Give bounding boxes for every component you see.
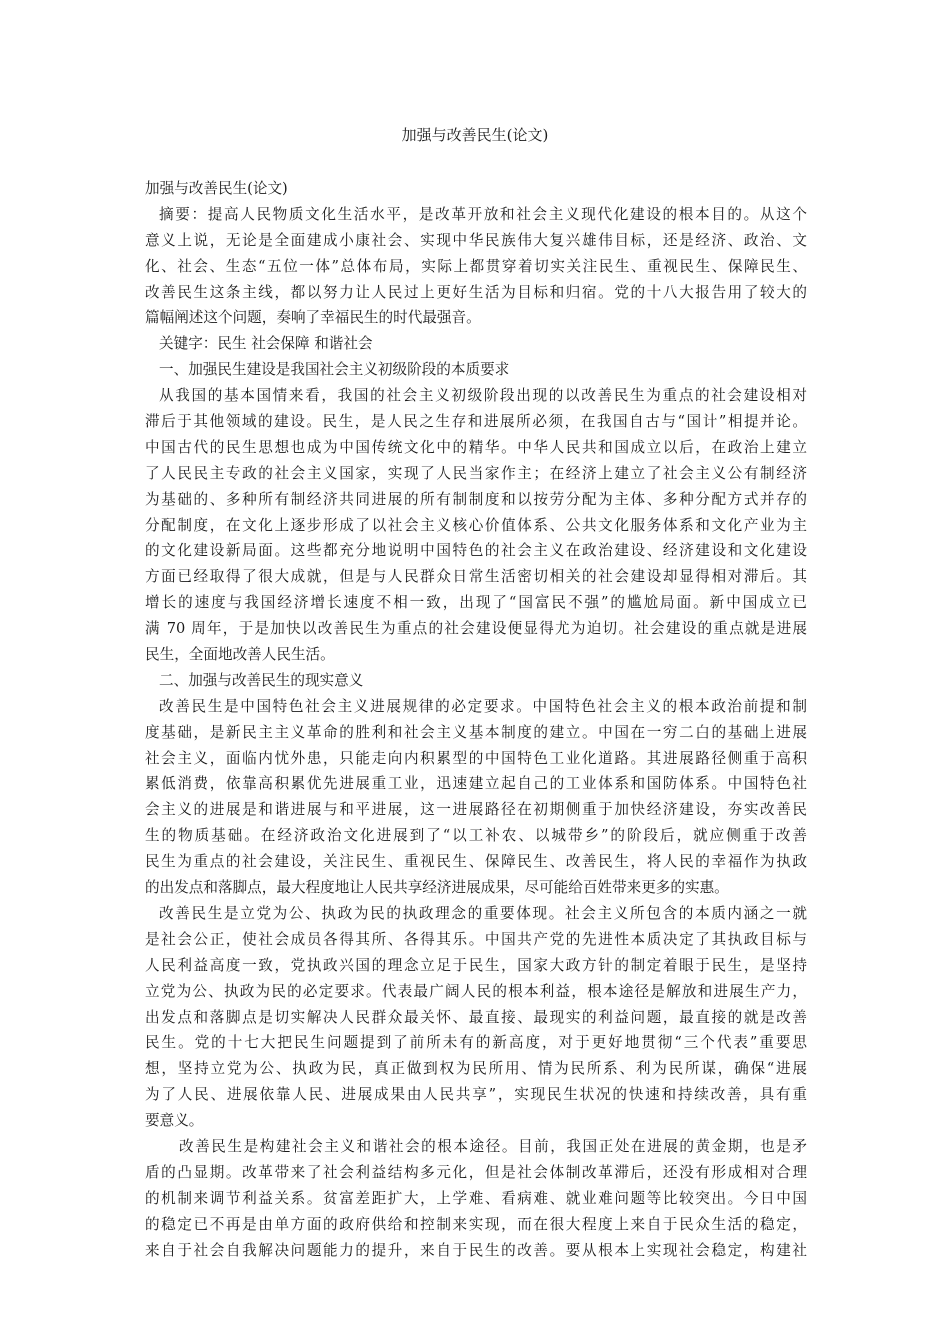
paragraph-line: 满 70 周年，于是加快以改善民生为重点的社会建设便显得尤为迫切。社会建设的重点就是进展 xyxy=(145,620,807,638)
doc-heading: 加强与改善民生(论文) xyxy=(145,180,288,197)
paragraph-line: 分配制度，在文化上逐步形成了以社会主义核心价值体系、公共文化服务体系和文化产业为主 xyxy=(145,516,807,534)
paragraph-line: 会主义的进展是和谐进展与和平进展，这一进展路径在初期侧重于加快经济建设，夯实改善民 xyxy=(145,801,807,819)
paragraph-line: 为基础的、多种所有制经济共同进展的所有制制度和以按劳分配为主体、多种分配方式并存的 xyxy=(145,490,807,508)
paragraph-line: 的稳定已不再是由单方面的政府供给和控制来实现，而在很大程度上来自于民众生活的稳定， xyxy=(145,1215,807,1233)
paragraph-line: 为了人民、进展依靠人民、进展成果由人民共享”，实现民生状况的快速和持续改善，具有重 xyxy=(145,1086,807,1104)
paragraph-line: 度基础，是新民主主义革命的胜利和社会主义基本制度的建立。中国在一穷二白的基础上进展 xyxy=(145,723,807,741)
paragraph-line: 来自于社会自我解决问题能力的提升，来自于民生的改善。要从根本上实现社会稳定，构建社 xyxy=(145,1241,807,1259)
section-heading: 一、加强民生建设是我国社会主义初级阶段的本质要求 xyxy=(159,361,510,379)
paragraph-line: 增长的速度与我国经济增长速度不相一致，出现了“国富民不强”的尴尬局面。新中国成立已 xyxy=(145,594,807,612)
paragraph-line: 是社会公正，使社会成员各得其所、各得其乐。中国共产党的先进性本质决定了其执政目标与 xyxy=(145,930,807,948)
paragraph-line: 想，坚持立党为公、执政为民，真正做到权为民所用、情为民所系、利为民所谋，确保“进展 xyxy=(145,1060,807,1078)
paragraph-line: 的文化建设新局面。这些都充分地说明中国特色的社会主义在政治建设、经济建设和文化建设 xyxy=(145,542,807,560)
abstract-line: 改善民生这条主线，都以努力让人民过上更好生活为目标和归宿。党的十八大报告用了较大的 xyxy=(145,283,807,301)
abstract-line: 意义上说，无论是全面建成小康社会、实现中华民族伟大复兴雄伟目标，还是经济、政治、文 xyxy=(145,231,807,249)
keywords-line: 关键字：民生 社会保障 和谐社会 xyxy=(159,335,373,353)
paragraph-line: 立党为公、执政为民的必定要求。代表最广阔人民的根本利益，根本途径是解放和进展生产力， xyxy=(145,982,807,1000)
paragraph-line: 方面已经取得了很大成就，但是与人民群众日常生活密切相关的社会建设却显得相对滞后。其 xyxy=(145,568,807,586)
paragraph-line: 社会主义，面临内忧外患，只能走向内积累型的中国特色工业化道路。其进展路径侧重于高积 xyxy=(145,749,807,767)
abstract-line: 篇幅阐述这个问题，奏响了幸福民生的时代最强音。 xyxy=(145,309,481,327)
paragraph-line: 民生为重点的社会建设，关注民生、重视民生、保障民生、改善民生，将人民的幸福作为执政 xyxy=(145,853,807,871)
paragraph-line: 盾的凸显期。改革带来了社会利益结构多元化，但是社会体制改革滞后，还没有形成相对合理 xyxy=(145,1163,807,1181)
paragraph-line: 生的物质基础。在经济政治文化进展到了“以工补农、以城带乡”的阶段后，就应侧重于改善 xyxy=(145,827,807,845)
abstract-line: 摘要：提高人民物质文化生活水平，是改革开放和社会主义现代化建设的根本目的。从这个 xyxy=(159,205,807,223)
paragraph-line: 改善民生是中国特色社会主义进展规律的必定要求。中国特色社会主义的根本政治前提和制 xyxy=(159,697,807,715)
paragraph-line: 中国古代的民生思想也成为中国传统文化中的精华。中华人民共和国成立以后，在政治上建立 xyxy=(145,438,807,456)
page-title: 加强与改善民生(论文) xyxy=(401,126,549,144)
paragraph-line: 的机制来调节利益关系。贫富差距扩大，上学难、看病难、就业难问题等比较突出。今日中国 xyxy=(145,1189,807,1207)
paragraph-line: 改善民生是构建社会主义和谐社会的根本途径。目前，我国正处在进展的黄金期，也是矛 xyxy=(179,1137,807,1155)
paragraph-line: 出发点和落脚点是切实解决人民群众最关怀、最直接、最现实的利益问题，最直接的就是改善 xyxy=(145,1008,807,1026)
paragraph-line: 了人民民主专政的社会主义国家，实现了人民当家作主；在经济上建立了社会主义公有制经济 xyxy=(145,464,807,482)
paragraph-line: 累低消费，依靠高积累优先进展重工业，迅速建立起自己的工业体系和国防体系。中国特色社 xyxy=(145,775,807,793)
abstract-line: 化、社会、生态“五位一体”总体布局，实际上都贯穿着切实关注民生、重视民生、保障民生、 xyxy=(145,257,807,275)
paragraph-line: 要意义。 xyxy=(145,1112,204,1130)
paragraph-line: 民生。党的十七大把民生问题提到了前所未有的新高度，对于更好地贯彻“三个代表”重要思 xyxy=(145,1034,807,1052)
paragraph-line: 从我国的基本国情来看，我国的社会主义初级阶段出现的以改善民生为重点的社会建设相对 xyxy=(159,387,807,405)
document-body xyxy=(145,176,807,1263)
paragraph-line: 滞后于其他领域的建设。民生，是人民之生存和进展所必须，在我国自古与“国计”相提并论。 xyxy=(145,413,807,431)
paragraph-line: 的出发点和落脚点，最大程度地让人民共享经济进展成果，尽可能给百姓带来更多的实惠。 xyxy=(145,879,729,897)
section-heading: 二、加强与改善民生的现实意义 xyxy=(159,671,364,689)
paragraph-line: 改善民生是立党为公、执政为民的执政理念的重要体现。社会主义所包含的本质内涵之一就 xyxy=(159,904,807,922)
paragraph-line: 民生，全面地改善人民生活。 xyxy=(145,646,335,664)
paragraph-line: 人民利益高度一致，党执政兴国的理念立足于民生，国家大政方针的制定着眼于民生，是坚持 xyxy=(145,956,807,974)
